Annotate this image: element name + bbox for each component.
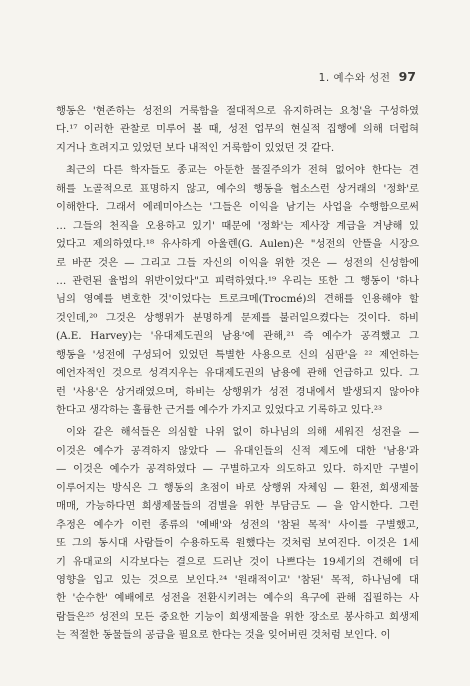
running-head	[0, 69, 416, 85]
paragraph	[56, 102, 419, 157]
chapter-title: 1. 예수와 성전	[318, 72, 391, 84]
text-line: 한다고 생각하는 훌륭한 근거를 예수가 가지고 있었다고 기록하고 있다.²³	[56, 404, 383, 416]
text-line: 행동은 '현존하는 성전의 거룩함을 절대적으로 유지하려는 요청'을 구성하였	[56, 105, 419, 117]
text-line: 또 그의 동시대 사람들이 수용하도록 원했다는 것처럼 보여진다. 이것은 1세	[56, 537, 419, 550]
text-line: 님의 영예를 변호한 것'이었다는 트로크메(Trocmé)의 견해를 인용해야 할	[56, 293, 419, 306]
text-line: 한 '순수한' 예배에로 성전을 전환시키려는 예수의 욕구에 관해 집필하는 사	[56, 592, 419, 605]
text-line: 행동을 '성전에 구성되어 있었던 특별한 사용으로 신의 심판'을 ²² 제언하는	[56, 348, 419, 361]
text-line: 람들은²⁵ 성전의 모든 중요한 기능이 희생제물을 위한 장소로 봉사하고 희생제	[56, 610, 419, 623]
text-line: 영향을 입고 있는 것으로 보인다.²⁴ '원래적이고' '참된' 목적, 하나님에 대	[56, 573, 419, 586]
text-line: 예언자적인 것으로 성격지우는 유대제도권의 남용에 관해 언급하고 있다. 그	[56, 367, 419, 380]
text-line: 것인데,²⁰ 그것은 상행위가 분명하게 문제를 불러일으켰다는 것이다. 하비	[56, 311, 419, 324]
page-number: 97	[398, 69, 416, 84]
text-line: … 관련된 율법의 위반이었다"고 피력하였다.¹⁹ 우리는 또한 그 행동이 '하나	[56, 274, 419, 287]
text-line: … 그들의 천직을 오용하고 있기' 때문에 '정화'는 제사장 계급을 겨냥해 있	[56, 219, 419, 232]
text-line: 추정은 예수가 이런 종류의 '예배'와 성전의 '참된 목적' 사이를 구별했고,	[56, 518, 419, 531]
text-line: 최근의 다른 학자들도 종교는 아둔한 물질주의가 전혀 없어야 한다는 견	[66, 164, 419, 177]
page-bottom-shade	[0, 664, 470, 686]
paragraph	[56, 161, 419, 419]
paragraph	[56, 423, 419, 644]
text-line: 해를 노골적으로 표명하지 않고, 예수의 행동을 협소스런 상거래의 '정화'로	[56, 182, 419, 195]
text-line: 는 적절한 동물들의 공급을 필요로 한다는 것을 잊어버린 것처럼 보인다. 이	[56, 629, 391, 642]
text-line: 이루어지는 방식은 그 행동의 초점이 바로 상행위 자체임 — 환전, 희생제물	[56, 481, 419, 494]
text-line: 이와 같은 해석들은 의심할 나위 없이 하나님의 의해 세워진 성전을 —	[66, 426, 419, 439]
text-line: 지거나 흐려지고 있었던 보다 내적인 거룩함이 있었던 것 같다.	[56, 141, 335, 154]
text-line: (A.E. Harvey)는 '유대제도권의 남용'에 관해,²¹ 즉 예수가 공격했고 그	[56, 330, 419, 343]
text-line: — 이것은 예수가 공격하였다 — 구별하고자 의도하고 있다. 하지만 구별이	[56, 463, 419, 476]
text-line: 런 '사용'은 상거래였으며, 하비는 상행위가 성전 경내에서 발생되지 않아야	[56, 385, 419, 398]
text-line: 다.¹⁷ 이러한 관찰로 미루어 볼 때, 성전 업무의 현실적 집행에 의해 더럽혀	[56, 123, 419, 136]
text-line: 이것은 예수가 공격하지 않았다 — 유대인들의 신적 제도에 대한 '남용'과	[56, 444, 419, 457]
text-line: 었다고 제의하였다.¹⁸ 유사하게 아울렌(G. Aulen)은 "성전의 안뜰을 시장으	[56, 238, 419, 251]
text-line: 이해한다. 그래서 에레미아스는 '그들은 이익을 남기는 사업을 수행함으로써	[56, 201, 419, 214]
text-line: 로 바꾼 것은 — 그리고 그들 자신의 이익을 위한 것은 — 성전의 신성함에	[56, 256, 419, 269]
text-line: 기 유대교의 시각보다는 결으로 드러난 것이 나쁘다는 19세기의 견해에 더	[56, 555, 419, 568]
text-line: 매매, 가능하다면 희생제물들의 검별을 위한 부담금도 — 을 암시한다. 그런	[56, 500, 419, 513]
body-text	[56, 102, 419, 645]
